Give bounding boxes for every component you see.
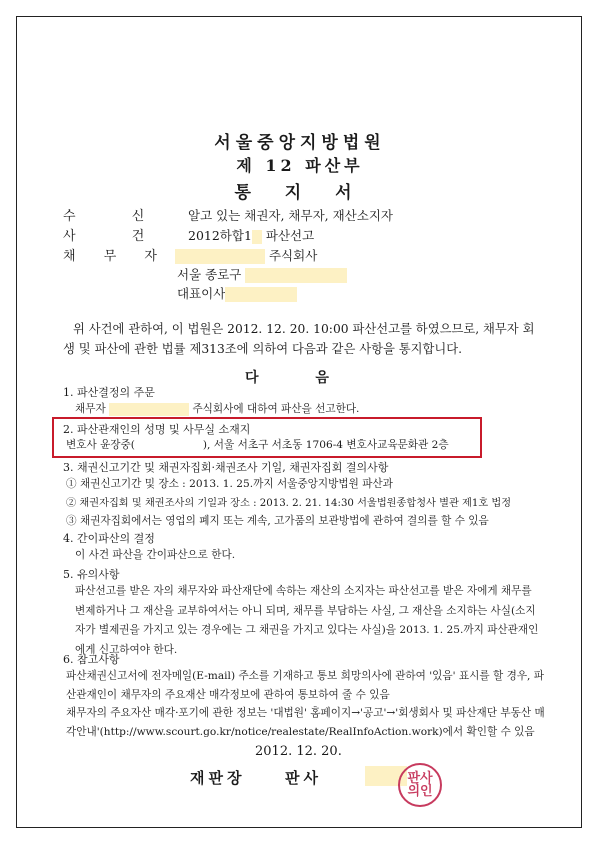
intro-paragraph: 위 사건에 관하여, 이 법원은 2012. 12. 20. 10:00 파산선고를 하였으므로, 채무자 회생 및 파산에 관한 법률 제313조에 의하여 다음과 같은 사항을 통지합니다.: [63, 322, 535, 356]
item-2-body: 변호사 윤장중( ), 서울 서초구 서초동 1706-4 변호사교육문화관 2층: [66, 439, 449, 451]
case-name: 파산선고: [265, 228, 315, 243]
item-6-body-a: 파산채권신고서에 전자메일(E-mail) 주소를 기재하고 통보 희망의사에 관하여 '있음' 표시를 할 경우, 파산관재인이 채무자의 주요재산 매각정보에 관하여 통보하여 줄 수 있음: [66, 670, 545, 701]
item-6-title: 6. 참고사항: [63, 653, 120, 666]
redacted-block: [245, 268, 347, 283]
item-2-title: 2. 파산관재인의 성명 및 사무실 소재지: [63, 423, 251, 436]
item-4-title: 4. 간이파산의 결정: [63, 532, 155, 545]
debtor-label: 채 무 자: [63, 249, 169, 264]
item-4-body: 이 사건 파산을 간이파산으로 한다.: [75, 549, 236, 561]
debtor-representative: 대표이사: [177, 284, 297, 302]
issue-date: 2012. 12. 20.: [255, 744, 342, 759]
document-type-title: 통 지 서: [234, 183, 366, 203]
redacted-block: [252, 230, 262, 244]
item-3-line-1: ① 채권신고기간 및 장소 : 2013. 1. 25.까지 서울중앙지방법원 파산과: [66, 478, 393, 490]
debtor-address: 서울 종로구: [177, 265, 347, 283]
case-number: 2012하합1: [188, 228, 252, 243]
recipient-label: 수 신: [63, 209, 171, 224]
debtor-company: 주식회사: [175, 246, 317, 264]
item-1-body: 채무자 주식회사에 대하여 파산을 선고한다.: [75, 403, 360, 415]
court-name: 서울중앙지방법원: [214, 133, 386, 153]
redacted-block: [175, 249, 265, 264]
item-3-title: 3. 채권신고기간 및 채권자집회·채권조사 기일, 채권자집회 결의사항: [63, 461, 389, 474]
item-5-body: 파산선고를 받은 자의 채무자와 파산재단에 속하는 재산의 소지자는 파산선고를 받은 자에게 채무를 변제하거나 그 재산을 교부하여서는 아니 되며, 채무를 부담하는 사실, 그 재산을 소지하는 사실(소지자가 별제권을 가지고 있는 경우에는 그 채권을 가지고 있다는 사실)을 2013. 1. 25.까지 파산관재인에게 신고하여야 한다.: [75, 585, 539, 656]
department-name: 제 12 파산부: [236, 156, 364, 175]
item-3-line-3: ③ 채권자집회에서는 영업의 폐지 또는 계속, 고가품의 보관방법에 관하여 결의를 할 수 있음: [66, 515, 489, 527]
da-eum-heading: 다 음: [245, 370, 355, 386]
case-value: [188, 226, 314, 244]
item-3-line-2: ② 채권자집회 및 채권조사의 기일과 장소 : 2013. 2. 21. 14:30 서울법원종합청사 별관 제1호 법정: [66, 498, 512, 509]
signature-role: 판사: [285, 769, 322, 787]
case-label: 사 건: [63, 229, 171, 244]
signature-title: 재판장: [190, 769, 246, 787]
item-1-title: 1. 파산결정의 주문: [63, 386, 155, 399]
redacted-block: [225, 287, 297, 302]
seal-text: 판사 의인: [407, 771, 433, 799]
recipient-value: 알고 있는 채권자, 채무자, 재산소지자: [188, 208, 393, 223]
redacted-block: [109, 403, 189, 416]
judge-seal-stamp: [398, 763, 442, 807]
item-6-body-b: 채무자의 주요자산 매각·포기에 관한 정보는 '대법원' 홈페이지→'공고'→'회생회사 및 파산재단 부동산 매각안내'(http://www.scourt.go.kr/notice/realestate/RealInfoAction.work)에서 확인할 수 있음: [66, 707, 545, 738]
item-5-title: 5. 유의사항: [63, 568, 120, 581]
